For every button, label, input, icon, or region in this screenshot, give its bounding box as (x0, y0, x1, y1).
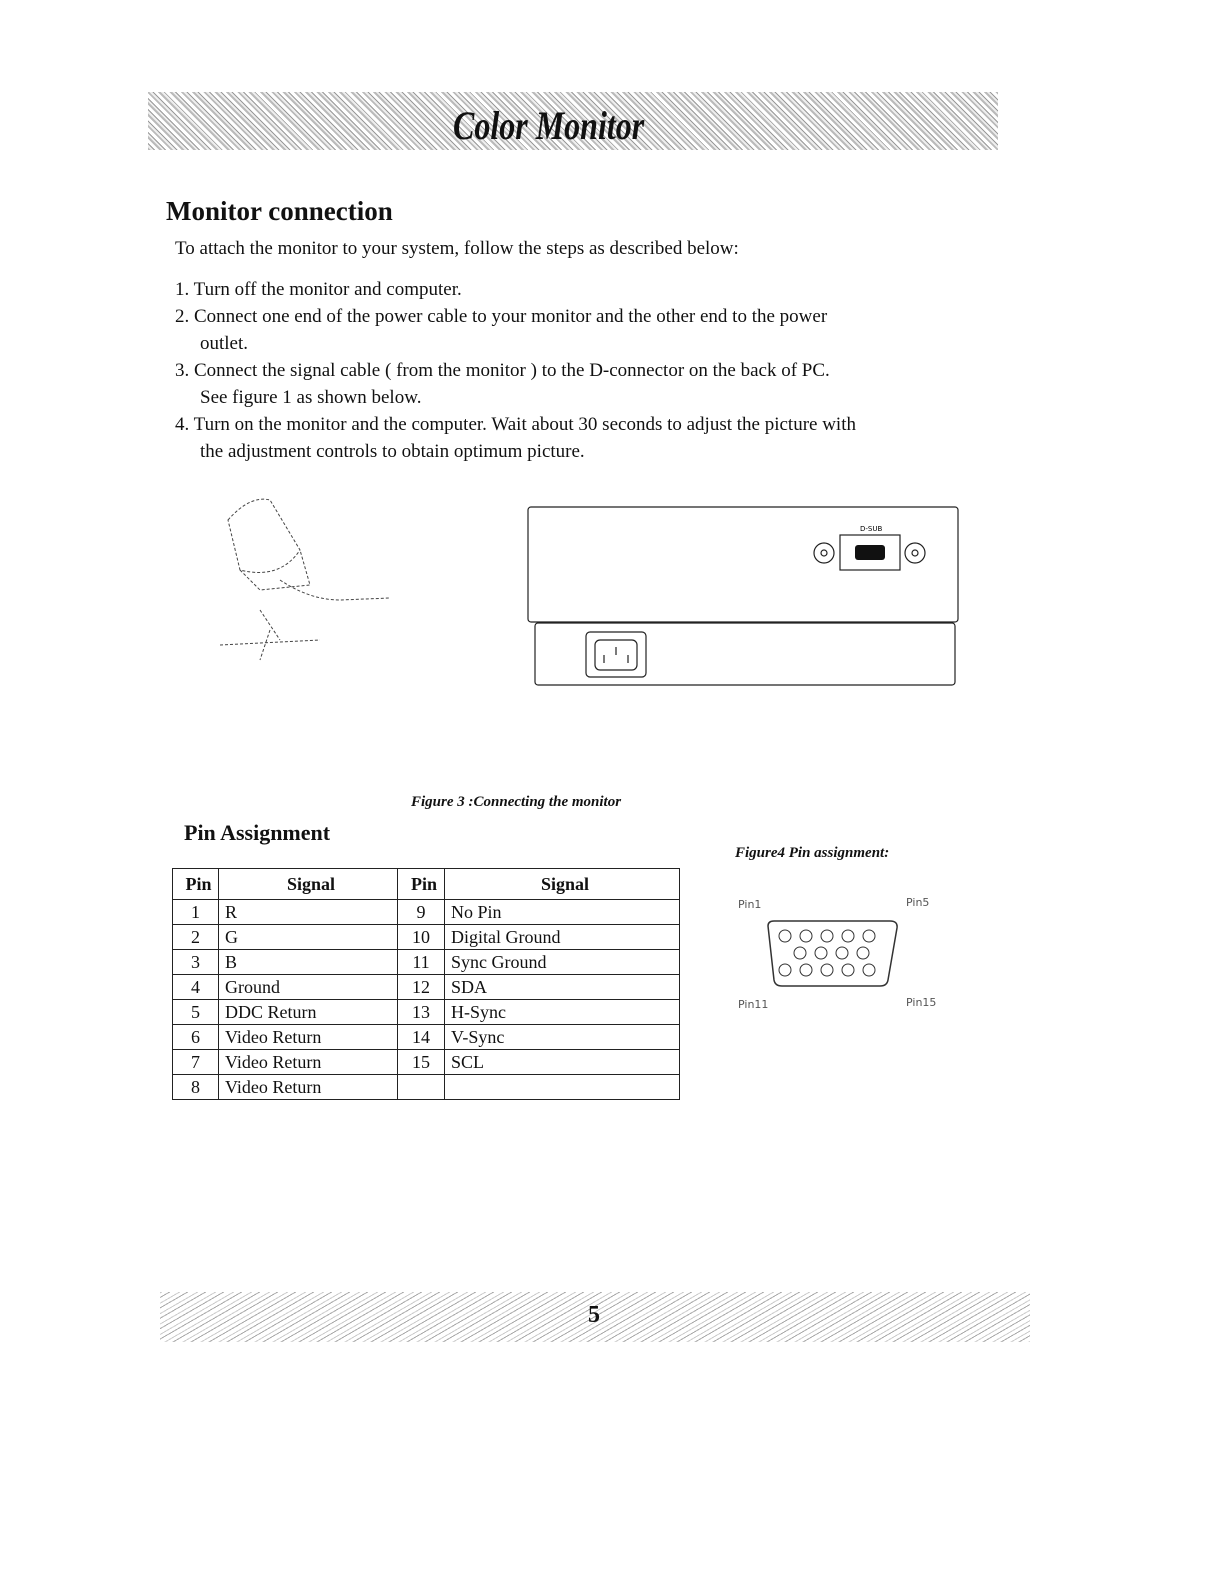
dsub-label: D-SUB (860, 525, 883, 533)
pin-hole (800, 964, 812, 976)
table-row (173, 975, 680, 1000)
pin-hole (857, 947, 869, 959)
signal-cell: SDA (445, 975, 680, 1000)
signal-cell: V-Sync (445, 1025, 680, 1050)
pin-assignment-title: Pin Assignment (184, 820, 331, 845)
pin-cell: 11 (398, 950, 445, 975)
signal-cell (445, 1075, 680, 1100)
pin-cell: 12 (398, 975, 445, 1000)
pin15-label: Pin15 (906, 996, 937, 1009)
pin-hole (842, 964, 854, 976)
table-row (173, 925, 680, 950)
pin-hole (815, 947, 827, 959)
header-pin: Pin (173, 869, 219, 900)
header-signal: Signal (219, 869, 398, 900)
steps-list (175, 276, 975, 465)
signal-cell: B (219, 950, 398, 975)
signal-cell: Sync Ground (445, 950, 680, 975)
pin-cell: 14 (398, 1025, 445, 1050)
signal-cell: H-Sync (445, 1000, 680, 1025)
pin-cell: 5 (173, 1000, 219, 1025)
step-1: 1. Turn off the monitor and computer. (175, 279, 462, 300)
signal-cell: No Pin (445, 900, 680, 925)
header-banner (148, 92, 998, 150)
signal-cell: Video Return (219, 1050, 398, 1075)
step-2: 2. Connect one end of the power cable to your monitor and the other end to the power (175, 306, 828, 327)
pin-cell: 10 (398, 925, 445, 950)
vga-connector-diagram (760, 918, 910, 990)
pin-cell: 4 (173, 975, 219, 1000)
pin-assignment-table (172, 868, 680, 1100)
pin-cell: 13 (398, 1000, 445, 1025)
banner-title: Color Monitor (453, 103, 645, 148)
signal-cell: Digital Ground (445, 925, 680, 950)
monitor-sketch-illustration (200, 490, 400, 680)
table-row (173, 1000, 680, 1025)
pin-cell: 7 (173, 1050, 219, 1075)
monitor-back-panel-illustration (520, 495, 970, 695)
table-row (173, 900, 680, 925)
table-row (173, 950, 680, 975)
step-3-cont: See figure 1 as shown below. (200, 387, 422, 408)
step-2-cont: outlet. (200, 333, 249, 354)
header-pin: Pin (398, 869, 445, 900)
pin-cell (398, 1075, 445, 1100)
intro-text: To attach the monitor to your system, follow the steps as described below: (175, 238, 739, 259)
pin-hole (821, 930, 833, 942)
pin-hole (779, 964, 791, 976)
figure3-caption: Figure 3 :Connecting the monitor (411, 794, 622, 810)
pin-cell: 6 (173, 1025, 219, 1050)
pin-cell: 15 (398, 1050, 445, 1075)
pin11-label: Pin11 (738, 998, 769, 1011)
pin-cell: 3 (173, 950, 219, 975)
pin-cell: 8 (173, 1075, 219, 1100)
pin-cell: 9 (398, 900, 445, 925)
pin-cell: 1 (173, 900, 219, 925)
signal-cell: SCL (445, 1050, 680, 1075)
footer-banner (160, 1292, 1030, 1342)
signal-cell: R (219, 900, 398, 925)
pin-cell: 2 (173, 925, 219, 950)
pin-hole (836, 947, 848, 959)
signal-cell: G (219, 925, 398, 950)
table-row (173, 1050, 680, 1075)
signal-cell: DDC Return (219, 1000, 398, 1025)
signal-cell: Video Return (219, 1025, 398, 1050)
pin1-label: Pin1 (738, 898, 762, 911)
pin5-label: Pin5 (906, 896, 930, 909)
pin-hole (794, 947, 806, 959)
pin-hole (800, 930, 812, 942)
table-header-row (173, 869, 680, 900)
pin-hole (779, 930, 791, 942)
pin-hole (821, 964, 833, 976)
pin-hole (863, 930, 875, 942)
figure4-caption: Figure4 Pin assignment: (735, 845, 890, 861)
pin-hole (842, 930, 854, 942)
table-row (173, 1075, 680, 1100)
page-number: 5 (588, 1302, 600, 1328)
step-4: 4. Turn on the monitor and the computer. Wait about 30 seconds to adjust the picture with (175, 414, 856, 435)
step-4-cont: the adjustment controls to obtain optimum picture. (200, 441, 585, 462)
pin-hole (863, 964, 875, 976)
signal-cell: Video Return (219, 1075, 398, 1100)
table-row (173, 1025, 680, 1050)
header-signal: Signal (445, 869, 680, 900)
step-3: 3. Connect the signal cable ( from the monitor ) to the D-connector on the back of PC. (175, 360, 830, 381)
section-title: Monitor connection (166, 196, 393, 226)
signal-cell: Ground (219, 975, 398, 1000)
